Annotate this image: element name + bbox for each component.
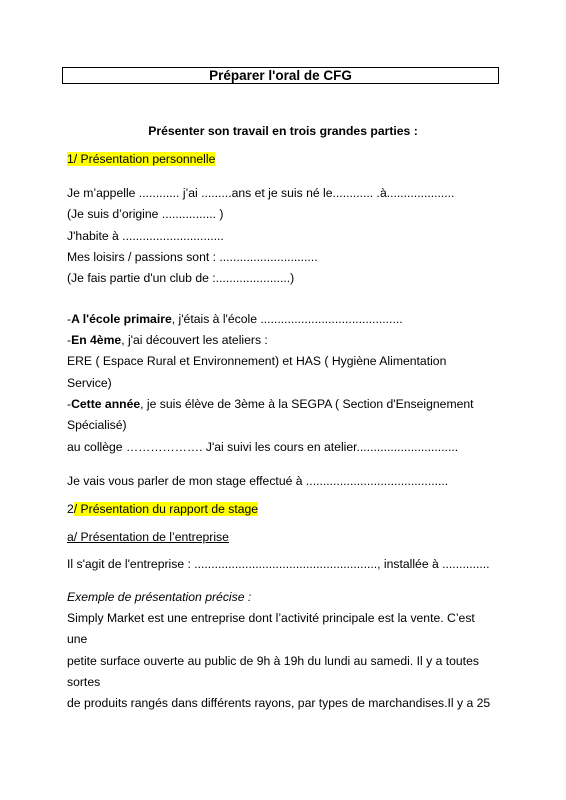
intro-line-hobbies: Mes loisirs / passions sont : .............................: [67, 250, 318, 264]
intro-line-address: J'habite à ..............................: [67, 229, 224, 243]
bullet-dash: -: [67, 397, 72, 411]
section1-heading-text: 1/ Présentation personnelle: [67, 152, 216, 166]
section2-subheading-a: a/ Présentation de l’entreprise: [67, 530, 229, 544]
section1-heading: [67, 152, 215, 166]
school-primary-text: , j'étais à l'école ..........................................: [171, 312, 403, 326]
section2-heading-text: / Présentation du rapport de stage: [73, 502, 259, 516]
school-year-line-3: au collège ………………. J'ai suivi les cours en atelier..............................: [67, 440, 459, 454]
bullet-dash: -: [67, 333, 72, 347]
school-fourth-text: , j'ai découvert les ateliers :: [121, 333, 268, 347]
intro-line-origin: (Je suis d’origine ................ ): [67, 207, 224, 221]
document-subtitle: Présenter son travail en trois grandes parties :: [148, 124, 418, 138]
page-title: Préparer l'oral de CFG: [62, 67, 499, 84]
section2-heading-number: 2: [67, 502, 74, 516]
school-year-line: [67, 397, 474, 411]
school-year-text: , je suis élève de 3ème à la SEGPA ( Section d'Enseignement: [140, 397, 474, 411]
school-year-line-2: Spécialisé): [67, 418, 127, 432]
intro-line-name: Je m’appelle ............ j’ai .........ans et je suis né le............ .à....................: [67, 186, 455, 200]
example-line-2: une: [67, 632, 88, 646]
ateliers-line-2: Service): [67, 376, 112, 390]
company-line: Il s'agit de l'entreprise : ......................................................, installée à ..............: [67, 557, 490, 571]
example-line-5: de produits rangés dans différents rayons, par types de marchandises.Il y a 25: [67, 696, 491, 710]
school-fourth-line: [67, 333, 268, 347]
stage-location-line: Je vais vous parler de mon stage effectué à ..........................................: [67, 474, 449, 488]
example-line-1: Simply Market est une entreprise dont l’activité principale est la vente. C’est: [67, 611, 475, 625]
example-line-3: petite surface ouverte au public de 9h à 19h du lundi au samedi. Il y a toutes: [67, 654, 479, 668]
section2-heading: [67, 502, 258, 516]
school-year-label: Cette année: [71, 397, 141, 411]
bullet-dash: -: [67, 312, 72, 326]
school-primary-label: A l'école primaire: [71, 312, 172, 326]
school-primary-line: [67, 312, 403, 326]
ateliers-line-1: ERE ( Espace Rural et Environnement) et HAS ( Hygiène Alimentation: [67, 354, 447, 368]
intro-line-club: (Je fais partie d'un club de :......................): [67, 271, 295, 285]
example-line-4: sortes: [67, 675, 101, 689]
example-label: Exemple de présentation précise :: [67, 590, 252, 604]
school-fourth-label: En 4ème: [71, 333, 122, 347]
